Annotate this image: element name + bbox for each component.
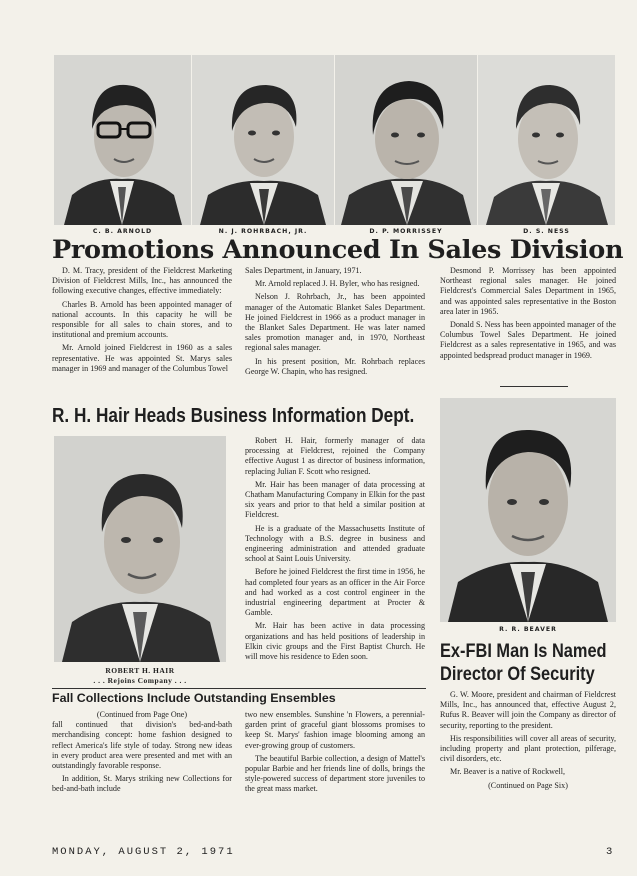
hair-caption-sub: . . . Rejoins Company . . . <box>93 676 187 685</box>
fall-headline: Fall Collections Include Outstanding Ensembles <box>52 691 336 705</box>
portrait-caption: D. S. NESS <box>523 228 570 235</box>
promotions-headline: Promotions Announced In Sales Division <box>52 235 624 265</box>
article-paragraph: The beautiful Barbie collection, a design of Mattel's popular Barbie and her friends line of dolls, brings the style-powered success of department store juveniles to the great mass market. <box>245 753 425 794</box>
beaver-caption: R. R. BEAVER <box>499 626 557 633</box>
article-paragraph: Robert H. Hair, formerly manager of data processing at Fieldcrest, rejoined the Company effective August 1 as director of business information, replacing Julian F. Scott who resigned. <box>245 436 425 476</box>
beaver-article-body <box>440 690 616 791</box>
portrait-photo-rohrbach <box>192 55 334 225</box>
portrait-photo-beaver <box>440 398 616 622</box>
beaver-headline-line-1: Ex-FBI Man Is Named <box>440 640 607 662</box>
article-paragraph: Donald S. Ness has been appointed manager of the Columbus Towel Sales Department. He joined Fieldcrest as a sales representative in 1965, and was appointed bedspread product manager in 1969. <box>440 320 616 360</box>
hair-article-body <box>245 436 425 665</box>
promotions-column-3 <box>440 266 616 364</box>
column-end-rule <box>500 386 568 387</box>
portrait-photo-hair <box>54 436 226 662</box>
promotions-column-1 <box>52 266 232 377</box>
portrait-photo-arnold <box>54 55 191 225</box>
article-paragraph: two new ensembles. Sunshine 'n Flowers, a perennial-garden print of graceful giant blossoms promises to keep St. Marys' fashion image blooming among an ever-growing group of customers. <box>245 710 425 750</box>
article-paragraph: Charles B. Arnold has been appointed manager of national accounts. In this capacity he will be responsible for all sales to chain stores, and to institutional and premium accounts. <box>52 299 232 340</box>
article-paragraph: D. M. Tracy, president of the Fieldcrest Marketing Division of Fieldcrest Mills, Inc., has announced the following executive changes, effective immediately: <box>52 266 232 296</box>
continued-note: (Continued on Page Six) <box>488 780 568 790</box>
section-divider <box>52 688 426 689</box>
man-with-glasses-portrait <box>54 55 191 225</box>
portrait-caption: C. B. ARNOLD <box>92 228 153 235</box>
article-paragraph: Mr. Hair has been manager of data processing at Chatham Manufacturing Company in Elkin for the past six years and prior to that held a similar position at Fieldcrest. <box>245 479 425 520</box>
issue-date: MONDAY, AUGUST 2, 1971 <box>52 846 235 858</box>
promotions-column-2 <box>245 266 425 380</box>
fall-column-1 <box>52 710 232 798</box>
article-paragraph: Sales Department, in January, 1971. <box>245 266 362 275</box>
portrait-photo-morrissey <box>335 55 477 225</box>
fall-column-2 <box>245 710 425 798</box>
article-paragraph: G. W. Moore, president and chairman of Fieldcrest Mills, Inc., has announced that, effective August 2, Rufus R. Beaver will join the Company as director of security, reporting to the president. <box>440 690 616 730</box>
beaver-headline-line-2: Director Of Security <box>440 663 595 685</box>
portrait-photo-ness <box>478 55 615 225</box>
article-paragraph: Mr. Arnold replaced J. H. Byler, who has resigned. <box>255 279 420 289</box>
article-paragraph: In his present position, Mr. Rohrbach replaces George W. Chapin, who has resigned. <box>245 356 425 376</box>
man-portrait <box>335 55 477 225</box>
article-paragraph: He is a graduate of the Massachusetts Institute of Technology with a B.S. degree in business and engineering administration and attended graduate school at Saint Louis University. <box>245 523 425 564</box>
portrait-caption: D. P. MORRISSEY <box>369 228 443 235</box>
article-paragraph: Mr. Beaver is a native of Rockwell, <box>450 767 566 777</box>
man-portrait <box>192 55 334 225</box>
article-paragraph: In addition, St. Marys striking new Collections for bed-and-bath include <box>52 774 232 794</box>
article-paragraph: Mr. Arnold joined Fieldcrest in 1960 as a sales representative. He was appointed St. Marys sales manager in 1969 and manager of the Columbus Towel <box>52 343 232 373</box>
article-paragraph: Before he joined Fieldcrest the first time in 1956, he had completed four years as an officer in the Air Force and had worked as a cost control engineer in the industrial engineering department at Procter & Gamble. <box>245 567 425 618</box>
portrait-caption: N. J. ROHRBACH, JR. <box>218 228 308 235</box>
continued-note: (Continued from Page One) <box>96 710 188 719</box>
article-paragraph: His responsibilities will cover all areas of security, including property and plant protection, pilferage, civil disorders, etc. <box>440 733 616 764</box>
page-number: 3 <box>606 846 613 858</box>
hair-headline: R. H. Hair Heads Business Information Dept. <box>52 405 415 427</box>
beaver-headline <box>440 640 607 686</box>
article-paragraph: Mr. Hair has been active in data processing organizations and has held positions of leadership in Elkin civic groups and the First Baptist Church. He will move his residence to Eden soon. <box>245 621 425 662</box>
man-portrait <box>54 436 226 662</box>
man-portrait <box>478 55 615 225</box>
article-paragraph: Nelson J. Rohrbach, Jr., has been appointed manager of the Automatic Blanket Sales Department. He joined Fieldcrest in 1966 as a product manager in the Blanket Sales Department. He was later named sales promotion manager and, in 1970, Northeast regional sales manager. <box>245 292 425 353</box>
hair-caption-name: ROBERT H. HAIR <box>105 666 175 675</box>
article-paragraph: Desmond P. Morrissey has been appointed Northeast regional sales manager. He joined Fieldcrest's Commercial Sales Department in 1965, and was appointed sales representative in the Boston area later in 1965. <box>440 266 616 316</box>
man-portrait <box>440 398 616 622</box>
article-paragraph: fall continued that division's bed-and-bath merchandising concept: home fashion designed to reflect America's life style of today. Strong new ideas in every product area were presented and met with an outstandingly favorable response. <box>52 720 232 771</box>
